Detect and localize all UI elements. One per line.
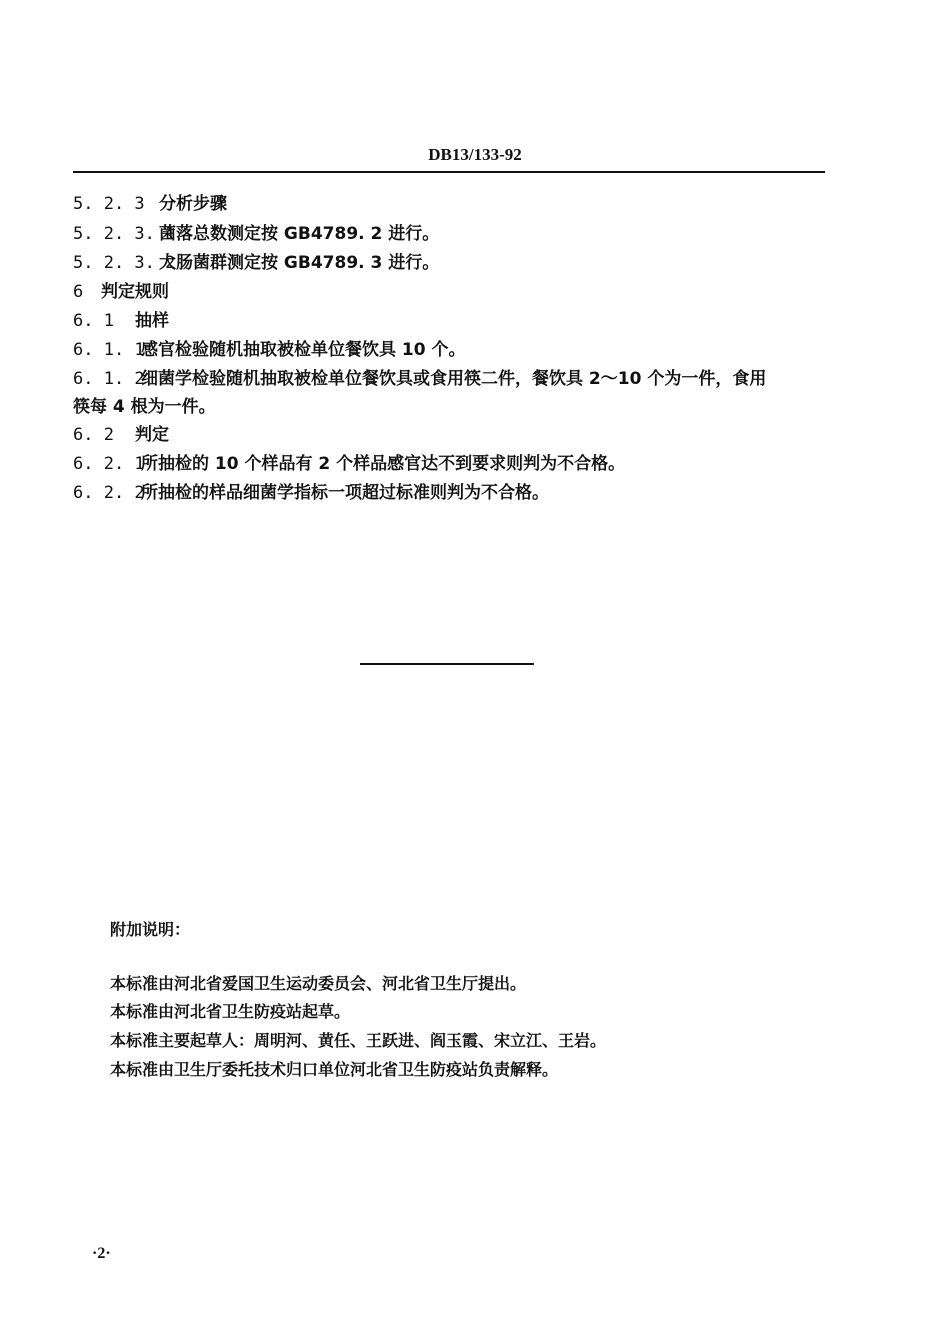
page-number: ·2· bbox=[92, 1245, 111, 1262]
clause-text: 所抽检的样品细菌学指标一项超过标准则判为不合格。 bbox=[141, 483, 549, 503]
clause-line bbox=[73, 224, 439, 244]
clause-line bbox=[73, 425, 169, 445]
clause-number: 6. 1. 2 bbox=[73, 369, 145, 389]
clause-number: 6 bbox=[73, 282, 84, 302]
header-divider bbox=[73, 171, 825, 173]
note-item: 本标准主要起草人：周明河、黄任、王跃进、阎玉霞、宋立江、王岩。 bbox=[110, 1031, 607, 1050]
clause-number: 5. 2. 3. 1 bbox=[73, 224, 176, 244]
clause-line bbox=[73, 311, 169, 331]
clause-line bbox=[73, 340, 466, 360]
clause-line bbox=[73, 454, 625, 474]
clause-line bbox=[73, 369, 766, 389]
clause-number: 6. 1. 1 bbox=[73, 340, 145, 360]
clause-text: 所抽检的 10 个样品有 2 个样品感官达不到要求则判为不合格。 bbox=[141, 454, 626, 474]
notes-title: 附加说明： bbox=[110, 920, 191, 939]
clause-text: 抽样 bbox=[135, 311, 169, 331]
clause-line bbox=[73, 194, 227, 214]
document-code: DB13/133-92 bbox=[428, 145, 522, 164]
clause-text: 判定规则 bbox=[101, 282, 169, 302]
clause-line bbox=[73, 483, 549, 503]
clause-number: 6. 2 bbox=[73, 425, 114, 445]
end-of-text-rule bbox=[360, 663, 534, 665]
clause-text: 感官检验随机抽取被检单位餐饮具 10 个。 bbox=[141, 340, 466, 360]
clause-number: 6. 1 bbox=[73, 311, 114, 331]
note-item: 本标准由河北省卫生防疫站起草。 bbox=[110, 1002, 351, 1021]
clause-number: 6. 2. 2 bbox=[73, 483, 145, 503]
clause-number: 5. 2. 3 bbox=[73, 194, 145, 214]
clause-text: 判定 bbox=[135, 425, 169, 445]
clause-line bbox=[73, 253, 439, 273]
note-item: 本标准由河北省爱国卫生运动委员会、河北省卫生厅提出。 bbox=[110, 974, 527, 993]
clause-number: 6. 2. 1 bbox=[73, 454, 145, 474]
clause-text: 筷每 4 根为一件。 bbox=[73, 397, 216, 417]
clause-number: 5. 2. 3. 2 bbox=[73, 253, 176, 273]
clause-line-continued bbox=[73, 397, 216, 417]
clause-text: 细菌学检验随机抽取被检单位餐饮具或食用筷二件，餐饮具 2～10 个为一件，食用 bbox=[141, 369, 767, 389]
clause-text: 分析步骤 bbox=[159, 194, 227, 214]
clause-text: 菌落总数测定按 GB4789. 2 进行。 bbox=[159, 224, 440, 244]
clause-line bbox=[73, 282, 169, 302]
clause-text: 大肠菌群测定按 GB4789. 3 进行。 bbox=[159, 253, 440, 273]
note-item: 本标准由卫生厅委托技术归口单位河北省卫生防疫站负责解释。 bbox=[110, 1060, 559, 1079]
